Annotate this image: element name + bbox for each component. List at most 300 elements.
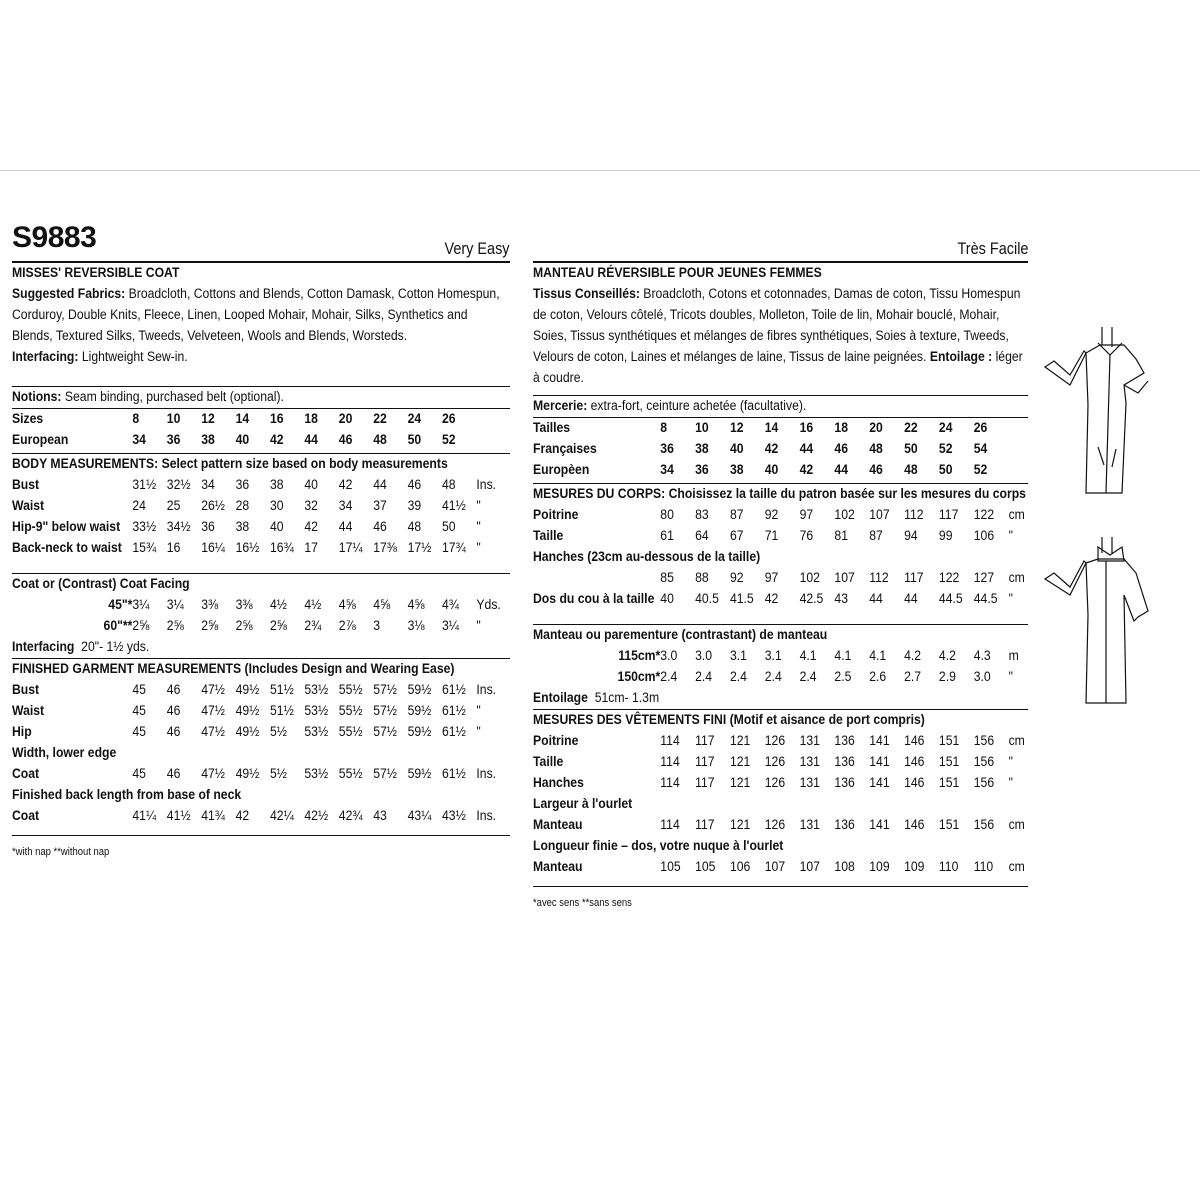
table-cell: 131 — [799, 774, 820, 791]
table-cell: 41.5 — [729, 590, 754, 607]
row-label: Hip — [12, 723, 32, 740]
table-cell: 121 — [729, 753, 751, 770]
unit-label: Ins. — [476, 681, 497, 698]
table-cell: 57½ — [373, 681, 397, 698]
table-cell: 61½ — [442, 723, 466, 740]
table-row — [533, 752, 1027, 773]
table-cell: 61½ — [442, 765, 466, 782]
table-cell: 43½ — [442, 807, 466, 824]
table-cell: 22 — [904, 419, 918, 436]
table-row — [533, 667, 1027, 688]
table-cell: 41¼ — [132, 807, 157, 824]
table-row — [533, 505, 1027, 526]
table-cell: 141 — [869, 732, 890, 749]
table-cell: 4½ — [270, 596, 287, 613]
table-cell: 151 — [938, 732, 960, 749]
table-cell: 10 — [166, 410, 181, 427]
table-cell: 44 — [373, 476, 387, 493]
pattern-title: MISSES' REVERSIBLE COAT — [12, 264, 180, 281]
table-cell: 4.2 — [904, 647, 922, 664]
table-cell: 18 — [304, 410, 318, 427]
table-cell: 97 — [764, 569, 779, 586]
table-row — [12, 701, 509, 722]
table-cell: 2.4 — [695, 668, 713, 685]
table-cell: 42 — [338, 476, 353, 493]
row-label: Taille — [533, 753, 564, 770]
table-cell: 85 — [660, 569, 674, 586]
table-cell: 55½ — [338, 702, 363, 719]
table-cell: 114 — [660, 732, 680, 749]
row-label: Waist — [12, 497, 45, 514]
table-cell: 31½ — [132, 476, 157, 493]
table-cell: 117 — [695, 753, 715, 770]
unit-label: " — [476, 518, 481, 535]
table-cell: 2¾ — [304, 617, 322, 634]
table-cell: 117 — [695, 774, 715, 791]
table-cell: 36 — [166, 431, 181, 448]
table-cell: 4¾ — [442, 596, 459, 613]
table-cell: 136 — [834, 753, 855, 770]
body-measurements-heading-fr: MESURES DU CORPS: Choisissez la taille du patron basée sur les mesures du corps — [533, 485, 1026, 502]
table-cell: 48 — [869, 440, 883, 457]
table-row — [12, 409, 509, 430]
table-cell: 30 — [270, 497, 284, 514]
table-cell: 53½ — [304, 702, 329, 719]
table-cell: 49½ — [235, 765, 260, 782]
table-cell: 5½ — [270, 765, 287, 782]
table-cell: 38 — [235, 518, 250, 535]
table-row — [533, 568, 1027, 589]
table-cell: 42 — [235, 807, 250, 824]
row-label: Taille — [533, 527, 564, 544]
table-cell: 52 — [442, 431, 456, 448]
unit-label: Ins. — [476, 476, 497, 493]
table-cell: 2⅝ — [132, 617, 150, 634]
table-cell: 46 — [166, 723, 181, 740]
table-cell: 2.4 — [660, 668, 678, 685]
unit-label: " — [1008, 590, 1013, 607]
table-cell: 71 — [764, 527, 779, 544]
table-cell: 61½ — [442, 681, 466, 698]
table-cell: 3⅜ — [235, 596, 253, 613]
table-cell: 112 — [904, 506, 924, 523]
table-cell: 59½ — [407, 723, 432, 740]
table-cell: 106 — [973, 527, 995, 544]
table-cell: 105 — [695, 858, 716, 875]
table-cell: 45 — [132, 765, 146, 782]
table-cell: 12 — [201, 410, 215, 427]
table-cell: 141 — [869, 816, 890, 833]
table-cell: 38 — [729, 461, 744, 478]
table-cell: 46 — [869, 461, 883, 478]
table-row — [12, 806, 509, 827]
table-cell: 43 — [373, 807, 387, 824]
table-row — [533, 857, 1027, 878]
row-label: Hip-9" below waist — [12, 518, 121, 535]
table-cell: 26 — [973, 419, 988, 436]
table-cell: 20 — [869, 419, 883, 436]
unit-label: " — [1008, 668, 1013, 685]
table-row — [12, 722, 509, 743]
table-cell: 121 — [729, 732, 751, 749]
unit-label: " — [476, 617, 481, 634]
unit-label: m — [1008, 647, 1019, 664]
table-cell: 55½ — [338, 723, 363, 740]
table-cell: 50 — [442, 518, 456, 535]
pattern-title-fr: MANTEAU RÉVERSIBLE POUR JEUNES FEMMES — [533, 264, 822, 281]
table-cell: 39 — [407, 497, 422, 514]
table-cell: 107 — [764, 858, 786, 875]
table-cell: 59½ — [407, 765, 432, 782]
row-label: Europèen — [533, 461, 590, 478]
pattern-number: S9883 — [12, 221, 97, 254]
table-cell: 51½ — [270, 702, 294, 719]
table-cell: 141 — [869, 753, 890, 770]
table-cell: 126 — [764, 753, 786, 770]
table-row — [533, 815, 1027, 836]
table-cell: 106 — [729, 858, 751, 875]
table-cell: 83 — [695, 506, 709, 523]
top-divider — [0, 170, 1200, 171]
table-cell: 44 — [338, 518, 353, 535]
table-row — [12, 430, 509, 451]
table-cell: 3.1 — [729, 647, 747, 664]
table-cell: 46 — [338, 431, 353, 448]
table-cell: 121 — [729, 816, 751, 833]
notions-fr: Mercerie: extra-fort, ceinture achetée (facultative). — [533, 397, 807, 414]
table-cell: 51½ — [270, 681, 294, 698]
table-cell: 141 — [869, 774, 890, 791]
unit-label: " — [1008, 527, 1013, 544]
table-cell: 126 — [764, 732, 786, 749]
table-cell: 146 — [904, 732, 925, 749]
unit-label: cm — [1008, 506, 1025, 523]
table-cell: 3¼ — [166, 596, 184, 613]
table-cell: 41½ — [166, 807, 191, 824]
table-cell: 80 — [660, 506, 674, 523]
table-cell: 32½ — [166, 476, 191, 493]
table-cell: 40.5 — [695, 590, 719, 607]
table-cell: 55½ — [338, 681, 363, 698]
table-cell: 37 — [373, 497, 387, 514]
table-cell: 43 — [834, 590, 849, 607]
table-cell: 49½ — [235, 702, 260, 719]
table-cell: 107 — [799, 858, 820, 875]
table-cell: 38 — [270, 476, 284, 493]
table-row — [12, 475, 509, 496]
table-cell: 14 — [235, 410, 250, 427]
table-cell: 24 — [938, 419, 953, 436]
table-row — [533, 439, 1027, 460]
table-cell: 156 — [973, 753, 995, 770]
table-cell: 2.9 — [938, 668, 956, 685]
table-row — [533, 773, 1027, 794]
table-cell: 17½ — [407, 539, 432, 556]
row-label: Françaises — [533, 440, 597, 457]
table-cell: 44 — [304, 431, 318, 448]
unit-label: " — [476, 702, 481, 719]
footnote-fr: *avec sens **sans sens — [533, 896, 632, 909]
table-cell: 87 — [869, 527, 883, 544]
table-cell: 36 — [235, 476, 250, 493]
table-cell: 4.1 — [834, 647, 852, 664]
table-cell: 48 — [373, 431, 387, 448]
table-cell: 2.7 — [904, 668, 922, 685]
table-cell: 3 — [373, 617, 380, 634]
table-cell: 5½ — [270, 723, 287, 740]
table-cell: 126 — [764, 816, 786, 833]
table-cell: 76 — [799, 527, 814, 544]
length-heading-fr: Longueur finie – dos, votre nuque à l'ourlet — [533, 837, 784, 854]
table-cell: 26 — [442, 410, 456, 427]
unit-label — [1009, 439, 1043, 460]
table-cell: 47½ — [201, 765, 225, 782]
table-cell: 38 — [201, 431, 215, 448]
row-label: 45"* — [108, 596, 133, 613]
unit-label: " — [476, 723, 481, 740]
table-cell: 53½ — [304, 765, 329, 782]
table-cell: 4⅝ — [338, 596, 356, 613]
table-cell: 50 — [407, 431, 422, 448]
table-cell: 122 — [938, 569, 960, 586]
coat-yardage-heading-fr: Manteau ou parementure (contrastant) de manteau — [533, 626, 828, 643]
table-cell: 92 — [729, 569, 744, 586]
table-cell: 8 — [132, 410, 140, 427]
table-cell: 48 — [904, 461, 918, 478]
table-cell: 42 — [304, 518, 318, 535]
table-cell: 47½ — [201, 681, 225, 698]
table-cell: 44.5 — [973, 590, 998, 607]
table-cell: 42 — [764, 440, 779, 457]
table-cell: 109 — [869, 858, 890, 875]
fabrics-paragraph: Suggested Fabrics: Broadcloth, Cottons and Blends, Cotton Damask, Cotton Homespun, Corduroy, Double Knits, Fleece, Linen, Looped Mohair, Mohair, Silks, Synthetics and Blends, Textured Silks, Tweeds, Velveteen, Wools and Blends, Worsteds. Interfacing: Lightweight Sew-in. — [12, 285, 500, 365]
table-cell: 50 — [938, 461, 953, 478]
table-row — [12, 595, 509, 616]
table-cell: 131 — [799, 816, 820, 833]
table-cell: 146 — [904, 816, 925, 833]
table-cell: 136 — [834, 774, 855, 791]
table-row — [533, 526, 1027, 547]
table-cell: 46 — [166, 681, 181, 698]
table-row — [533, 418, 1027, 439]
table-cell: 41¾ — [201, 807, 225, 824]
table-cell: 46 — [166, 702, 181, 719]
unit-label: Ins. — [476, 807, 497, 824]
table-cell: 17¾ — [442, 539, 466, 556]
table-cell: 42 — [764, 590, 779, 607]
body-measurements-heading: BODY MEASUREMENTS: Select pattern size based on body measurements — [12, 455, 448, 472]
table-cell: 4.3 — [973, 647, 991, 664]
table-cell: 156 — [973, 774, 995, 791]
table-cell: 17⅜ — [373, 539, 397, 556]
table-cell: 40 — [235, 431, 250, 448]
table-cell: 34 — [132, 431, 146, 448]
unit-label — [476, 409, 510, 430]
table-cell: 4½ — [304, 596, 322, 613]
table-cell: 4.2 — [938, 647, 956, 664]
table-cell: 59½ — [407, 702, 432, 719]
difficulty-level: Very Easy — [444, 239, 510, 258]
table-cell: 117 — [695, 732, 715, 749]
table-cell: 53½ — [304, 723, 329, 740]
table-cell: 57½ — [373, 765, 397, 782]
finished-measurements-heading-fr: MESURES DES VÊTEMENTS FINI (Motif et aisance de port compris) — [533, 711, 925, 728]
table-cell: 2⅝ — [235, 617, 253, 634]
table-cell: 3.0 — [695, 647, 713, 664]
row-label: European — [12, 431, 69, 448]
table-cell: 57½ — [373, 723, 397, 740]
coat-back-sketch-icon — [1040, 535, 1150, 710]
table-cell: 49½ — [235, 681, 260, 698]
unit-label: " — [1008, 753, 1013, 770]
table-row — [12, 496, 509, 517]
table-cell: 126 — [764, 774, 786, 791]
table-cell: 64 — [695, 527, 709, 544]
table-row — [12, 680, 509, 701]
table-cell: 81 — [834, 527, 849, 544]
table-cell: 40 — [729, 440, 744, 457]
notions: Notions: Seam binding, purchased belt (optional). — [12, 388, 284, 405]
table-cell: 67 — [729, 527, 744, 544]
row-label: Waist — [12, 702, 45, 719]
hanches-heading: Hanches (23cm au-dessous de la taille) — [533, 548, 761, 565]
table-cell: 28 — [235, 497, 250, 514]
table-cell: 15¾ — [132, 539, 157, 556]
footnote: *with nap **without nap — [12, 845, 110, 858]
unit-label — [1009, 418, 1043, 439]
table-cell: 42 — [270, 431, 284, 448]
table-cell: 4.1 — [799, 647, 817, 664]
row-label: Coat — [12, 765, 40, 782]
table-row — [533, 589, 1027, 610]
interfacing-meters: Entoilage 51cm- 1.3m — [533, 689, 660, 706]
table-cell: 47½ — [201, 702, 225, 719]
row-label: Manteau — [533, 816, 583, 833]
table-cell: 16 — [799, 419, 814, 436]
row-label: Manteau — [533, 858, 583, 875]
width-heading: Width, lower edge — [12, 744, 117, 761]
row-label — [533, 568, 660, 589]
table-cell: 105 — [660, 858, 681, 875]
table-cell: 44 — [799, 440, 814, 457]
coat-front-sketch-icon — [1040, 325, 1150, 500]
table-cell: 34 — [660, 461, 674, 478]
table-cell: 46 — [834, 440, 849, 457]
table-cell: 22 — [373, 410, 387, 427]
table-cell: 45 — [132, 723, 146, 740]
table-cell: 4⅝ — [407, 596, 425, 613]
row-label: Hanches — [533, 774, 584, 791]
table-row — [533, 460, 1027, 481]
table-row — [533, 646, 1027, 667]
table-cell: 2.6 — [869, 668, 887, 685]
table-cell: 2.4 — [764, 668, 782, 685]
table-cell: 14 — [764, 419, 779, 436]
unit-label: " — [1008, 774, 1013, 791]
table-cell: 117 — [695, 816, 715, 833]
table-cell: 131 — [799, 732, 820, 749]
unit-label: cm — [1008, 858, 1025, 875]
table-cell: 25 — [166, 497, 181, 514]
table-cell: 52 — [938, 440, 953, 457]
table-cell: 151 — [938, 816, 960, 833]
table-cell: 48 — [407, 518, 422, 535]
row-label: Coat — [12, 807, 40, 824]
table-cell: 121 — [729, 774, 751, 791]
table-row — [12, 538, 509, 559]
row-label: Back-neck to waist — [12, 539, 122, 556]
table-cell: 36 — [660, 440, 674, 457]
table-row — [12, 764, 509, 785]
table-cell: 107 — [869, 506, 890, 523]
table-cell: 2.4 — [799, 668, 817, 685]
unit-label: Ins. — [476, 765, 497, 782]
fabrics-paragraph-fr: Tissus Conseillés: Broadcloth, Cotons et cotonnades, Damas de coton, Tissu Homespun de coton, Velours côtelé, Tricots doubles, Molleton, Toile de lin, Mohair bouclé, Mohair, Soies, Tissus synthétiques et mélanges de fibres synthétiques, Soies à texture, Tweeds, Velours de coton, Laines et mélanges de laine, Tissus de laine peignées. Entoilage : léger à coudre. — [533, 285, 1023, 386]
table-row — [533, 731, 1027, 752]
interfacing-yardage: Interfacing 20"- 1½ yds. — [12, 638, 150, 655]
unit-label — [1009, 460, 1043, 481]
table-cell: 2.5 — [834, 668, 852, 685]
table-cell: 92 — [764, 506, 779, 523]
table-cell: 42¼ — [270, 807, 294, 824]
table-cell: 2⅝ — [201, 617, 219, 634]
table-cell: 4⅝ — [373, 596, 391, 613]
table-cell: 16 — [270, 410, 284, 427]
table-cell: 20 — [338, 410, 353, 427]
table-cell: 156 — [973, 732, 995, 749]
table-cell: 36 — [201, 518, 215, 535]
table-row — [12, 517, 509, 538]
table-cell: 117 — [938, 506, 959, 523]
table-cell: 17 — [304, 539, 318, 556]
table-cell: 110 — [973, 858, 994, 875]
table-cell: 10 — [695, 419, 709, 436]
unit-label: " — [476, 539, 481, 556]
table-cell: 33½ — [132, 518, 157, 535]
width-heading-fr: Largeur à l'ourlet — [533, 795, 633, 812]
table-cell: 42.5 — [799, 590, 824, 607]
table-cell: 114 — [660, 774, 680, 791]
table-cell: 16¼ — [201, 539, 225, 556]
table-cell: 156 — [973, 816, 995, 833]
table-cell: 52 — [973, 461, 988, 478]
table-cell: 46 — [407, 476, 422, 493]
table-cell: 16 — [166, 539, 181, 556]
table-cell: 108 — [834, 858, 855, 875]
table-cell: 49½ — [235, 723, 260, 740]
table-cell: 45 — [132, 681, 146, 698]
table-cell: 46 — [166, 765, 181, 782]
table-cell: 17¼ — [338, 539, 363, 556]
table-cell: 46 — [373, 518, 387, 535]
table-cell: 61 — [660, 527, 674, 544]
table-cell: 136 — [834, 732, 855, 749]
finished-measurements-heading: FINISHED GARMENT MEASUREMENTS (Includes Design and Wearing Ease) — [12, 660, 455, 677]
table-cell: 44 — [869, 590, 883, 607]
table-cell: 40 — [764, 461, 779, 478]
table-cell: 131 — [799, 753, 820, 770]
table-cell: 114 — [660, 816, 680, 833]
table-cell: 3.1 — [764, 647, 782, 664]
table-cell: 42¾ — [338, 807, 363, 824]
table-cell: 151 — [938, 753, 960, 770]
table-cell: 55½ — [338, 765, 363, 782]
table-cell: 102 — [834, 506, 855, 523]
table-cell: 3.0 — [973, 668, 991, 685]
unit-label: cm — [1008, 816, 1025, 833]
table-row — [12, 616, 509, 637]
table-cell: 53½ — [304, 681, 329, 698]
